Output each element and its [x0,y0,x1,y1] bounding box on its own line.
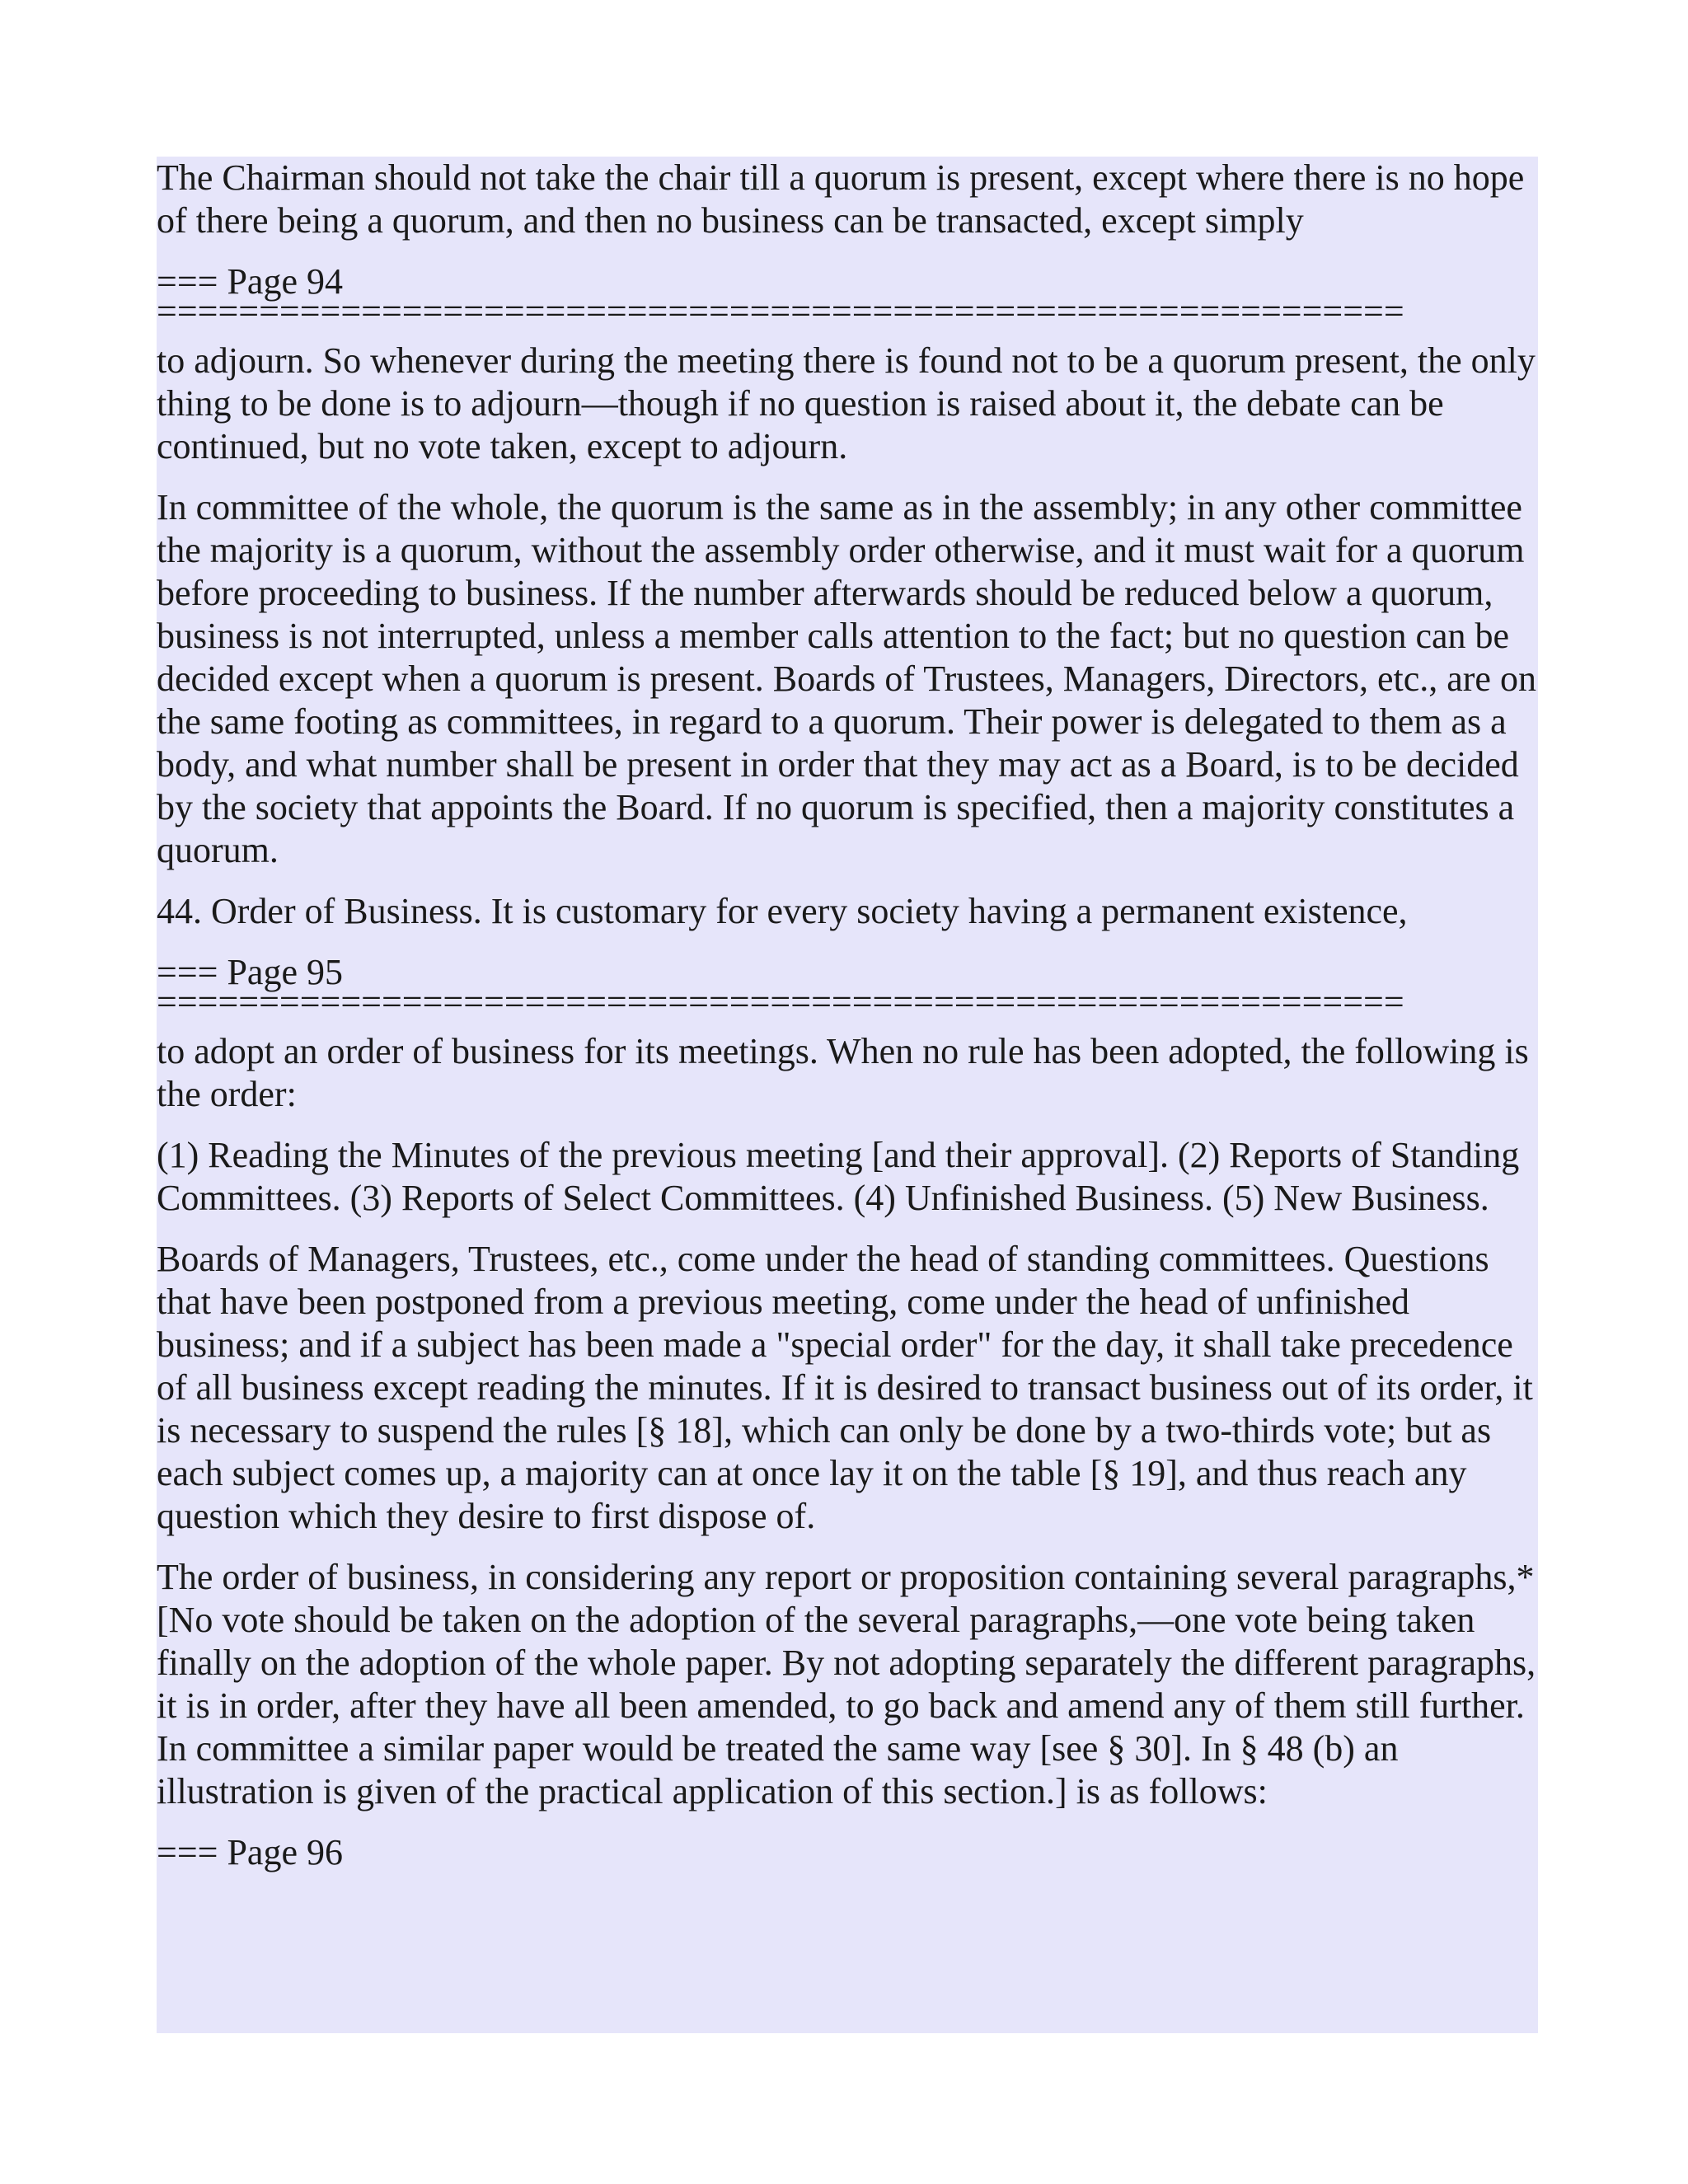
page-marker-94 [157,260,1538,331]
document-text-block [157,157,1538,2033]
page-separator-95: ============================================================= [157,982,1404,1022]
paragraph-order-of-business-heading: 44. Order of Business. It is customary for every society having a permanent existence, [157,891,1408,931]
page-marker-96 [157,1831,1538,1874]
page-label-96: === Page 96 [157,1832,343,1872]
page-label-94: === Page 94 [157,261,343,302]
paragraph-adjourn: to adjourn. So whenever during the meeting there is found not to be a quorum present, the only thing to be done is to adjourn—though if no question is raised about it, the debate can be continued, but no vote taken, except to adjourn. [157,340,1536,466]
page-marker-95 [157,951,1538,1022]
page-separator-94: ============================================================= [157,291,1404,331]
paragraph-adopt-order: to adopt an order of business for its meetings. When no rule has been adopted, the following is the order: [157,1031,1529,1114]
paragraph-committee-quorum: In committee of the whole, the quorum is the same as in the assembly; in any other committee the majority is a quorum, without the assembly order otherwise, and it must wait for a quorum before proceeding to business. If the number afterwards should be reduced below a quorum, business is not interrupted, unless a member calls attention to the fact; but no question can be decided except when a quorum is present. Boards of Trustees, Managers, Directors, etc., are on the same footing as committees, in regard to a quorum. Their power is delegated to them as a body, and what number shall be present in order that they may act as a Board, is to be decided by the society that appoints the Board. If no quorum is specified, then a majority constitutes a quorum. [157,487,1536,870]
page-label-95: === Page 95 [157,952,343,992]
paragraph-order-considering-report: The order of business, in considering any report or proposition containing several paragraphs,* [No vote should be taken on the adoption of the several paragraphs,—one vote being taken finally on the adoption of the whole paper. By not adopting separately the different paragraphs, it is in order, after they have all been amended, to go back and amend any of them still further. In committee a similar paper would be treated the same way [see § 30]. In § 48 (b) an illustration is given of the practical application of this section.] is as follows: [157,1557,1536,1811]
paragraph-boards-managers: Boards of Managers, Trustees, etc., come under the head of standing committees. Questions that have been postponed from a previous meeting, come under the head of unfinished business; and if a subject has been made a "special order" for the day, it shall take precedence of all business except reading the minutes. If it is desired to transact business out of its order, it is necessary to suspend the rules [§ 18], which can only be done by a two-thirds vote; but as each subject comes up, a majority can at once lay it on the table [§ 19], and thus reach any question which they desire to first dispose of. [157,1239,1533,1536]
paragraph-order-list: (1) Reading the Minutes of the previous meeting [and their approval]. (2) Reports of Standing Committees. (3) Reports of Select Committees. (4) Unfinished Business. (5) New Business. [157,1135,1520,1218]
paragraph-quorum-chairman: The Chairman should not take the chair till a quorum is present, except where there is no hope of there being a quorum, and then no business can be transacted, except simply [157,157,1525,241]
